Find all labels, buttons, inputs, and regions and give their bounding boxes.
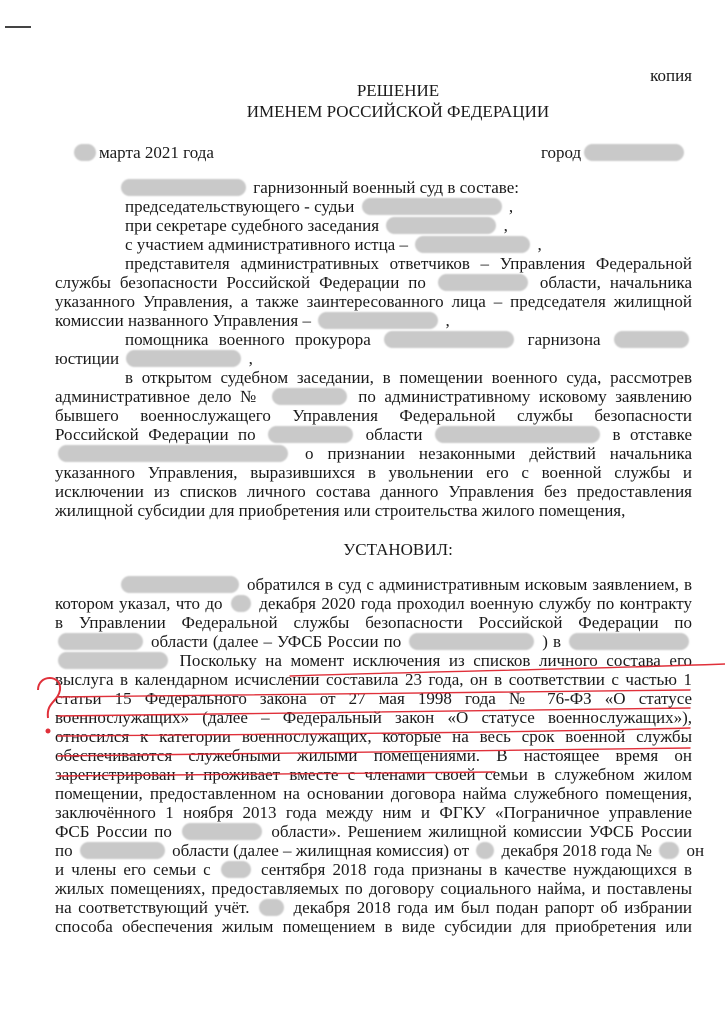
text-segment: области, начальника — [539, 273, 693, 292]
text-segment: области (далее – жилищная комиссия) от — [172, 841, 470, 860]
decision-date: марта 2021 года — [99, 143, 214, 162]
copy-label: копия — [650, 66, 692, 85]
text-segment: представителя административных ответчиков – Управления Федеральной — [125, 254, 692, 273]
text-segment: заключённого 1 ноября 2013 года между ним и ФГКУ «Пограничное управление — [55, 803, 692, 822]
text-segment: по административному исковому заявлению — [358, 387, 692, 406]
text-segment: котором указал, что до — [55, 594, 223, 613]
text-segment: Поскольку на момент исключения из списков личного состава его — [179, 651, 692, 670]
text-segment: жилых помещениях, предоставляемых по договору социального найма, и поставлены — [55, 879, 692, 898]
text-segment: при секретаре судебного заседания — [125, 216, 380, 235]
text-segment: и члены его семьи с — [55, 860, 211, 879]
text-segment: административное дело № — [55, 387, 261, 406]
text-segment: обратился в суд с административным исковым заявлением, в — [246, 575, 692, 594]
text-segment: исключении из списков личного состава данного Управления без предоставления — [55, 482, 692, 501]
red-underlines — [58, 664, 725, 776]
document-subtitle: ИМЕНЕМ РОССИЙСКОЙ ФЕДЕРАЦИИ — [246, 102, 550, 121]
text-segment: юстиции — [55, 349, 120, 368]
text-segment: выслуга в календарном исчислении составила 23 года, он в соответствии с частью 1 — [55, 670, 692, 689]
text-segment: в открытом судебном заседании, в помещении военного суда, рассмотрев — [125, 368, 692, 387]
text-segment: по — [55, 841, 73, 860]
question-mark-dot — [46, 729, 51, 734]
text-segment: в отставке — [612, 425, 693, 444]
text-segment: , — [503, 216, 508, 235]
text-segment: с участием административного истца – — [125, 235, 408, 254]
text-segment: в Управлении Федеральной службы безопасности Российской Федерации по — [55, 613, 692, 632]
text-segment: гарнизона — [527, 330, 601, 349]
text-segment: гарнизонный военный суд в составе: — [253, 178, 519, 197]
text-segment: о признании незаконными действий начальника — [305, 444, 692, 463]
text-segment: помощника военного прокурора — [125, 330, 371, 349]
text-segment: сентября 2018 года признаны в качестве нуждающихся в — [260, 860, 693, 879]
text-segment: декабря 2020 года проходил военную службу по контракту — [259, 594, 693, 613]
text-segment: помещении, предоставленном на основании договора найма служебного помещения, — [55, 784, 692, 803]
text-segment: зарегистрирован и проживает вместе с членами своей семьи в служебном жилом — [55, 765, 692, 784]
text-segment: способа обеспечения жилым помещением в виде субсидии для приобретения или — [55, 917, 692, 936]
text-segment: Российской Федерации по — [55, 425, 256, 444]
text-segment: председательствующего - судьи — [125, 197, 355, 216]
text-segment: бывшего военнослужащего Управления Федеральной службы безопасности — [55, 406, 692, 425]
text-segment: , — [508, 197, 514, 216]
text-segment: указанного Управления, а также заинтересованного лица – председателя жилищной — [55, 292, 692, 311]
text-segment: , — [248, 349, 253, 368]
text-segment: службы безопасности Российской Федерации по — [55, 273, 426, 292]
question-mark-icon — [38, 678, 60, 718]
text-segment: , — [445, 311, 450, 330]
text-segment: области». Решением жилищной комиссии УФСБ России — [271, 822, 693, 841]
text-segment: обеспечиваются служебными жилыми помещениями. В настоящее время он — [55, 746, 692, 765]
text-segment: , — [537, 235, 542, 254]
text-segment: он — [686, 841, 705, 860]
text-segment: на соответствующий учёт. — [55, 898, 250, 917]
text-segment: относился к категории военнослужащих, которые на весь срок военной службы — [55, 727, 692, 746]
text-segment: комиссии названного Управления – — [55, 311, 311, 330]
text-segment: статьи 15 Федерального закона от 27 мая 1998 года № 76-ФЗ «О статусе — [55, 689, 692, 708]
text-segment: ФСБ России по — [55, 822, 172, 841]
text-segment: декабря 2018 года № — [501, 841, 652, 860]
text-segment: ) в — [542, 632, 561, 651]
city-label: город — [541, 143, 582, 162]
section-heading: УСТАНОВИЛ: — [343, 540, 453, 559]
document-title: РЕШЕНИЕ — [356, 81, 440, 100]
text-segment: указанного Управления, выразившихся в увольнении его с военной службы и — [55, 463, 692, 482]
text-segment: военнослужащих» (далее – Федеральный закон «О статусе военнослужащих»), — [55, 708, 692, 727]
text-segment: области (далее – УФСБ России по — [151, 632, 402, 651]
text-segment: декабря 2018 года им был подан рапорт об избрании — [293, 898, 693, 917]
text-segment: области — [365, 425, 423, 444]
text-segment: жилищной субсидии для приобретения или строительства жилого помещения, — [55, 501, 626, 520]
